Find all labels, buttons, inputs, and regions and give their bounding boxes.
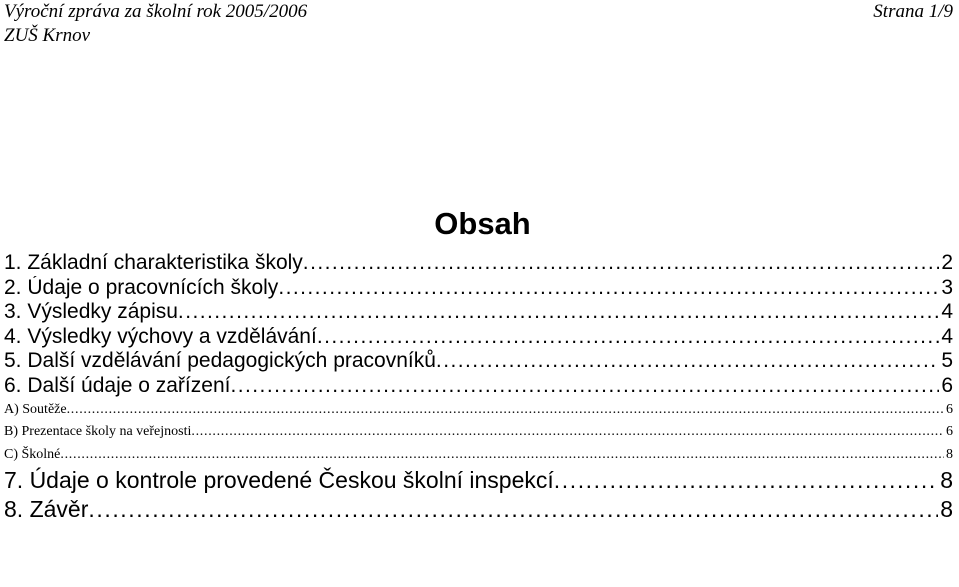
toc-label: B) Prezentace školy na veřejnosti	[4, 424, 192, 440]
toc-item-3[interactable]	[4, 300, 953, 325]
toc-item-6a[interactable]	[4, 399, 953, 422]
toc-label: C) Školné	[4, 446, 61, 462]
toc-leader	[88, 495, 938, 524]
toc-leader	[230, 374, 939, 399]
toc-page: 6	[946, 401, 953, 417]
toc-item-7[interactable]	[4, 466, 953, 495]
toc-page: 4	[941, 324, 953, 348]
toc-label: 1. Základní charakteristika školy	[4, 251, 303, 274]
contents-heading: Obsah	[434, 206, 531, 241]
toc-leader	[317, 325, 939, 350]
toc-page: 6	[941, 373, 953, 397]
toc-page: 8	[940, 467, 953, 494]
toc-leader	[60, 444, 944, 467]
toc-label: A) Soutěže	[4, 401, 67, 417]
toc-label: 5. Další vzdělávání pedagogických pracovníků	[4, 349, 436, 373]
toc-item-5[interactable]	[4, 349, 953, 374]
toc-item-1[interactable]	[4, 251, 953, 276]
toc-page: 8	[946, 446, 953, 462]
toc-leader	[191, 421, 944, 444]
toc-item-6b[interactable]	[4, 421, 953, 444]
toc-leader	[278, 276, 939, 301]
toc-page: 3	[941, 275, 953, 299]
toc-leader	[67, 399, 944, 422]
toc-item-2[interactable]	[4, 276, 953, 301]
toc-label: 8. Závěr	[4, 496, 89, 523]
page-header	[4, 0, 953, 48]
toc-label: 3. Výsledky zápisu	[4, 300, 178, 324]
page-number: Strana 1/9	[873, 1, 953, 22]
toc-item-8[interactable]	[4, 495, 953, 524]
toc-label: 7. Údaje o kontrole provedené Českou školní inspekcí	[4, 467, 554, 494]
toc-page: 6	[946, 424, 953, 440]
toc-page: 8	[940, 496, 953, 523]
toc-page: 5	[941, 349, 953, 373]
report-title: Výroční zpráva za školní rok 2005/2006	[4, 1, 308, 22]
toc-page: 2	[941, 251, 953, 274]
toc-label: 2. Údaje o pracovnících školy	[4, 275, 279, 299]
toc-label: 6. Další údaje o zařízení	[4, 373, 231, 397]
toc-leader	[178, 300, 939, 325]
toc-item-4[interactable]	[4, 325, 953, 350]
table-of-contents	[4, 251, 953, 524]
header-left	[4, 0, 307, 48]
toc-leader	[554, 466, 938, 495]
school-name: ZUŠ Krnov	[4, 25, 91, 46]
toc-item-6[interactable]	[4, 374, 953, 399]
toc-leader	[303, 251, 940, 276]
toc-leader	[436, 349, 939, 374]
toc-label: 4. Výsledky výchovy a vzdělávání	[4, 324, 317, 348]
toc-item-6c[interactable]	[4, 444, 953, 467]
toc-page: 4	[941, 300, 953, 324]
